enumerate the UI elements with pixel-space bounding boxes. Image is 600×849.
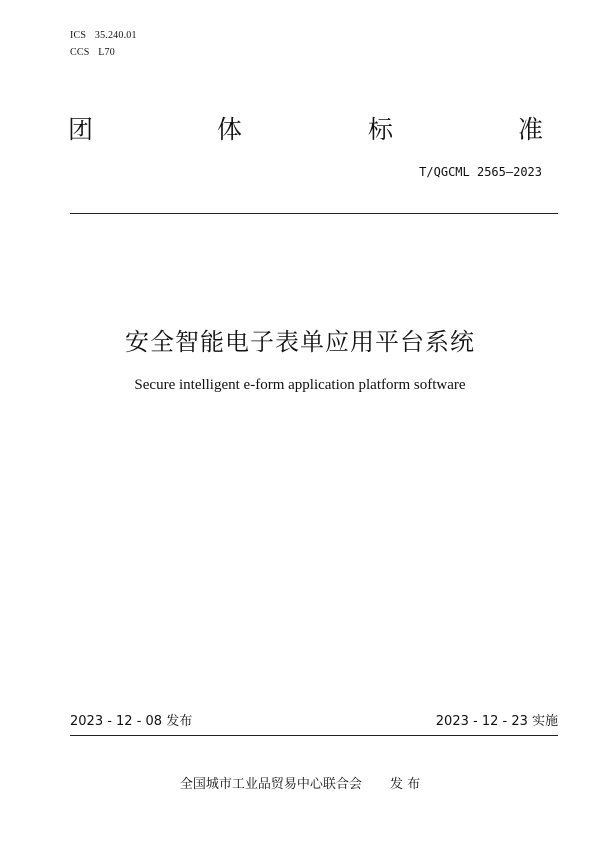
publish-date: 2023 - 12 - 08 发布 — [70, 714, 193, 729]
classification-block — [70, 27, 137, 61]
document-title-english: Secure intelligent e-form application platform software — [134, 377, 466, 393]
standard-type-char-4: 准 — [518, 115, 544, 144]
ccs-label: CCS — [70, 47, 90, 58]
issuer-line — [0, 775, 600, 795]
standard-number: T/QGCML 2565—2023 — [419, 165, 542, 179]
standard-type-char-2: 体 — [217, 115, 243, 144]
standard-type-char-3: 标 — [368, 115, 394, 144]
document-title-chinese: 安全智能电子表单应用平台系统 — [125, 328, 475, 356]
top-divider — [70, 213, 558, 214]
implement-date: 2023 - 12 - 23 实施 — [435, 714, 558, 729]
issuer-action: 发 布 — [389, 777, 421, 792]
standard-type-char-1: 团 — [68, 115, 94, 144]
ics-code: 35.240.01 — [94, 30, 137, 41]
ics-label: ICS — [70, 30, 87, 41]
bottom-divider — [70, 735, 558, 736]
issuer-name: 全国城市工业品贸易中心联合会 — [179, 777, 362, 792]
standard-type-heading — [0, 110, 600, 150]
ics-row — [70, 27, 137, 44]
ccs-row — [70, 44, 137, 61]
ccs-code: L70 — [98, 47, 115, 58]
